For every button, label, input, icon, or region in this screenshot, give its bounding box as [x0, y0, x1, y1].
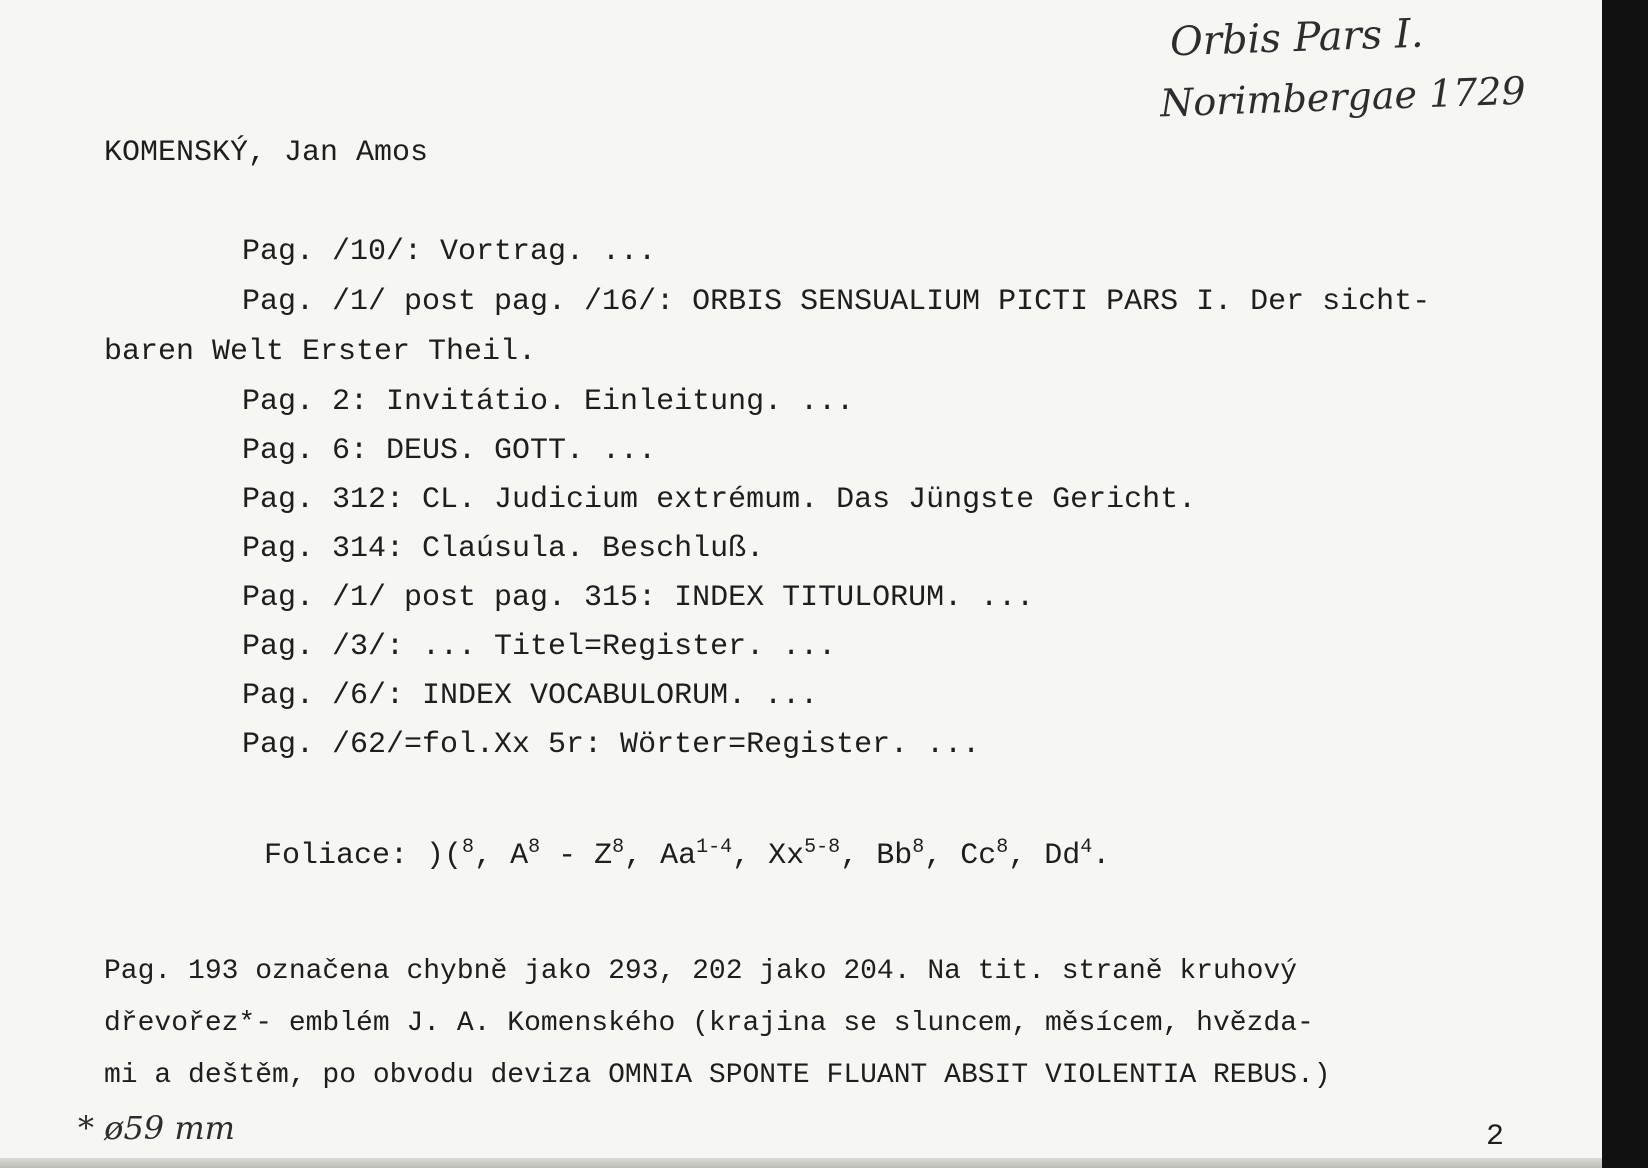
foliace-sup: 8	[912, 836, 925, 859]
note-line: mi a deštěm, po obvodu deviza OMNIA SPONTE FLUANT ABSIT VIOLENTIA REBUS.)	[104, 1060, 1331, 1091]
foliace-part: , A	[474, 839, 529, 873]
foliace-part: , Xx	[732, 839, 805, 873]
entry-line: Pag. /3/: ... Titel=Register. ...	[242, 630, 837, 664]
foliace-part: , Aa	[624, 839, 697, 873]
entry-line: Pag. /1/ post pag. 315: INDEX TITULORUM. ...	[242, 581, 1035, 615]
entry-line: Pag. 6: DEUS. GOTT. ...	[242, 434, 657, 468]
foliace-part: , Bb	[840, 839, 913, 873]
foliace-sup: 8	[612, 836, 625, 859]
foliace-part: , Cc	[924, 839, 997, 873]
foliace-sup: 8	[462, 836, 475, 859]
card-bottom-edge	[0, 1158, 1602, 1168]
handwritten-imprint-note: Norimbergae 1729	[1159, 68, 1527, 126]
foliace-line	[264, 838, 1110, 871]
foliace-sup: 1-4	[696, 836, 733, 859]
entry-line: Pag. 314: Claúsula. Beschluß.	[242, 532, 765, 566]
card-heading: KOMENSKÝ, Jan Amos	[104, 136, 429, 170]
scan-edge	[1602, 0, 1648, 1168]
note-line: Pag. 193 označena chybně jako 293, 202 jako 204. Na tit. straně kruhový	[104, 956, 1297, 987]
entry-line: Pag. 2: Invitátio. Einleitung. ...	[242, 385, 855, 419]
handwritten-footnote: * ø59 mm	[78, 1109, 236, 1147]
entry-line: Pag. 312: CL. Judicium extrémum. Das Jüngste Gericht.	[242, 483, 1197, 517]
foliace-part: - Z	[540, 839, 613, 873]
foliace-part: , Dd	[1008, 839, 1081, 873]
foliace-sup: 8	[996, 836, 1009, 859]
entry-line: Pag. /6/: INDEX VOCABULORUM. ...	[242, 679, 819, 713]
foliace-sup: 8	[528, 836, 541, 859]
card-number: 2	[1486, 1120, 1505, 1154]
foliace-end: .	[1092, 839, 1111, 873]
entry-line: Pag. /10/: Vortrag. ...	[242, 235, 657, 269]
foliace-sup: 5-8	[804, 836, 841, 859]
foliace-sup: 4	[1080, 836, 1093, 859]
handwritten-title-note: Orbis Pars I.	[1169, 10, 1425, 66]
entry-continuation: baren Welt Erster Theil.	[104, 335, 537, 369]
entry-line: Pag. /62/=fol.Xx 5r: Wörter=Register. ...	[242, 728, 981, 762]
note-line: dřevořez*- emblém J. A. Komenského (krajina se sluncem, měsícem, hvězda-	[104, 1008, 1314, 1039]
entry-line: Pag. /1/ post pag. /16/: ORBIS SENSUALIUM PICTI PARS I. Der sicht-	[242, 285, 1431, 319]
foliace-label: Foliace: )(	[264, 839, 463, 873]
